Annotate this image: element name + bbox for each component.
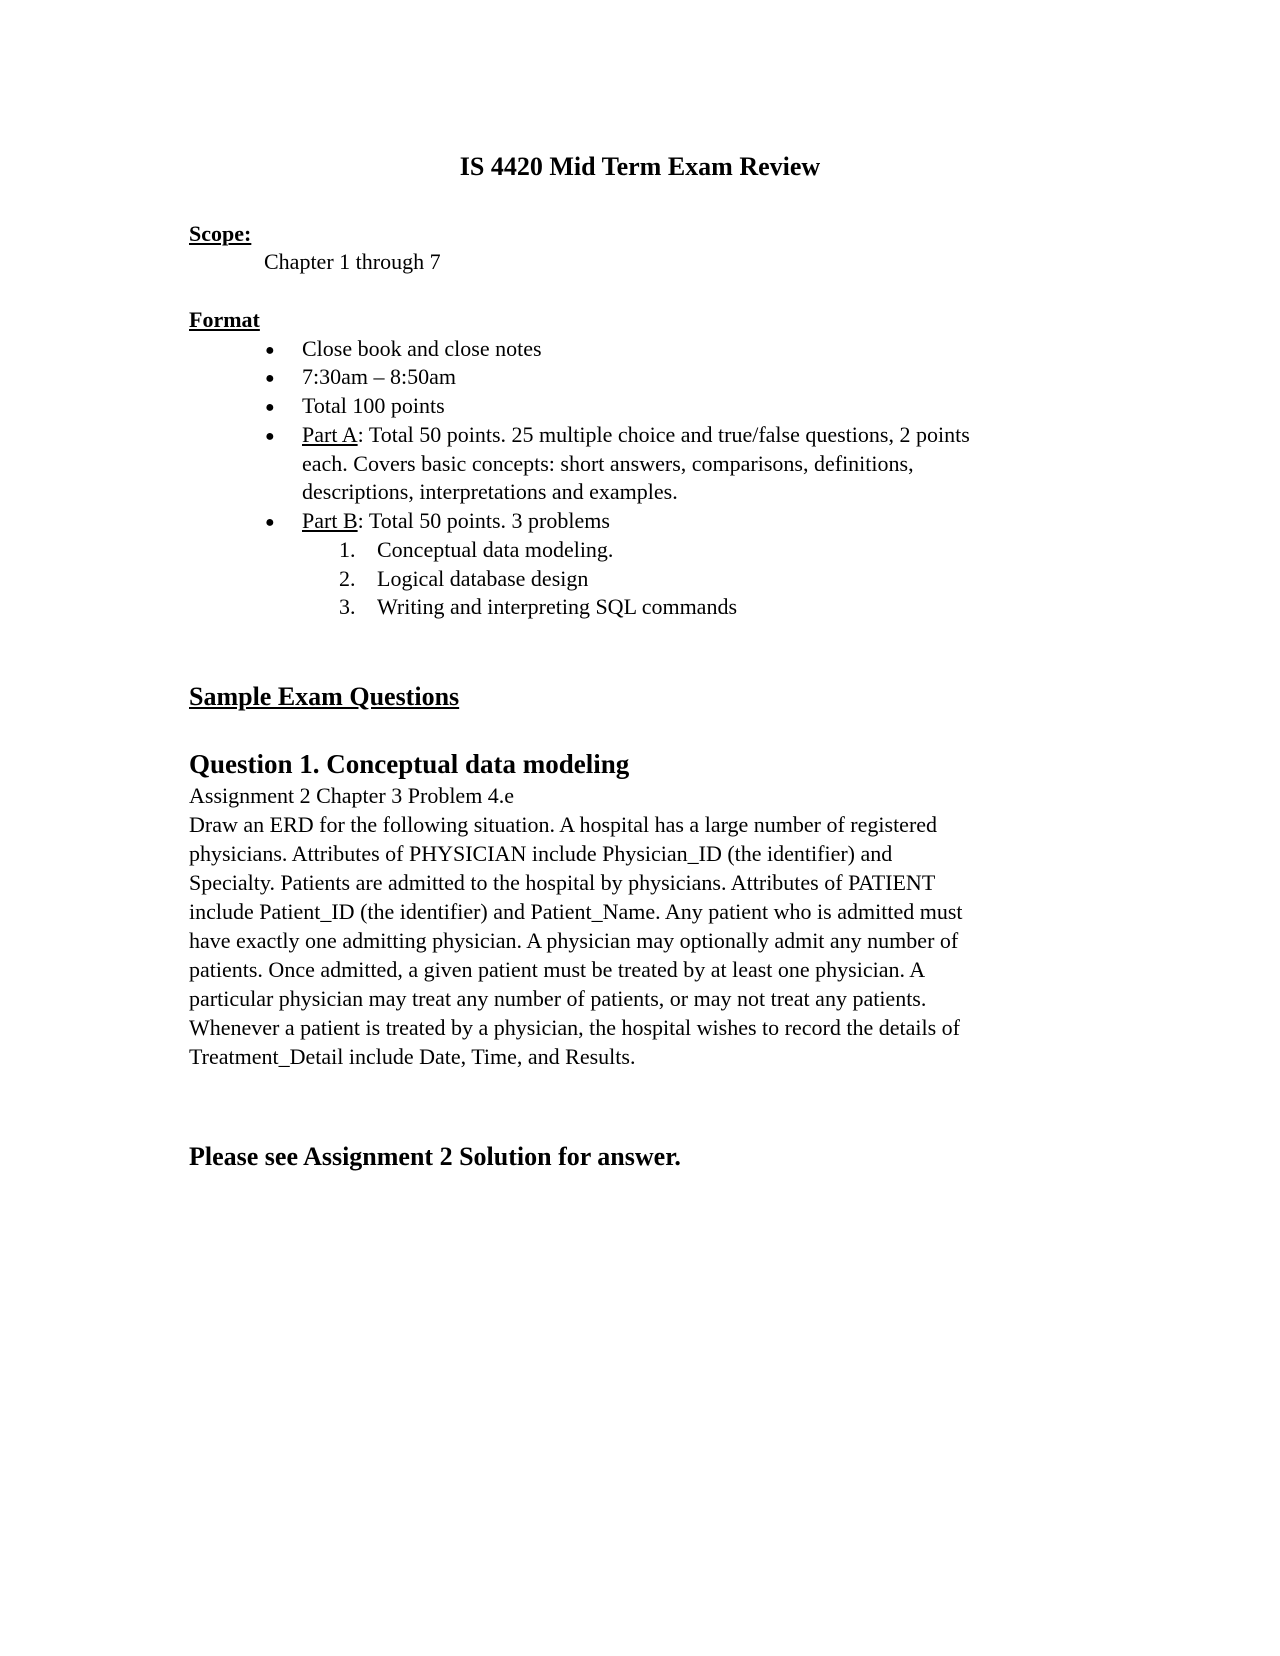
part-b-label: Part B: [302, 508, 358, 533]
answer-note: Please see Assignment 2 Solution for answer.: [189, 1142, 681, 1171]
format-label: Format: [189, 307, 260, 332]
format-item-1: Close book and close notes: [302, 336, 542, 361]
paragraph-line: Whenever a patient is treated by a physician, the hospital wishes to record the details of: [189, 1015, 960, 1040]
paragraph-line: particular physician may treat any number of patients, or may not treat any patients.: [189, 986, 927, 1011]
bullet-icon: ●: [265, 514, 275, 531]
bullet-icon: ●: [265, 342, 275, 359]
paragraph-line: Draw an ERD for the following situation. A hospital has a large number of registered: [189, 812, 938, 837]
scope-label: Scope:: [189, 221, 252, 246]
part-b-item: Writing and interpreting SQL commands: [377, 594, 738, 619]
format-item-2: 7:30am – 8:50am: [302, 364, 456, 389]
part-b-item-number: 1.: [339, 537, 356, 562]
paragraph-line: include Patient_ID (the identifier) and Patient_Name. Any patient who is admitted must: [189, 899, 963, 924]
bullet-icon: ●: [265, 370, 275, 387]
document-title: IS 4420 Mid Term Exam Review: [459, 152, 821, 181]
question-1-paragraph: [189, 810, 1089, 1071]
question-1-heading: Question 1. Conceptual data modeling: [189, 749, 630, 779]
paragraph-line: Treatment_Detail include Date, Time, and Results.: [189, 1044, 636, 1069]
scope-text: Chapter 1 through 7: [264, 249, 441, 274]
paragraph-line: patients. Once admitted, a given patient must be treated by at least one physician. A: [189, 957, 926, 982]
part-b-line: Part B: Total 50 points. 3 problems: [302, 508, 610, 533]
part-a-label: Part A: [302, 422, 358, 447]
bullet-icon: ●: [265, 399, 275, 416]
part-a-line-2: each. Covers basic concepts: short answers, comparisons, definitions,: [302, 451, 914, 476]
part-a-line-1: Part A: Total 50 points. 25 multiple choice and true/false questions, 2 points: [302, 422, 970, 447]
question-1-subheading: Assignment 2 Chapter 3 Problem 4.e: [189, 783, 515, 808]
sample-questions-heading: Sample Exam Questions: [189, 682, 460, 711]
part-b-item: Conceptual data modeling.: [377, 537, 614, 562]
paragraph-line: Specialty. Patients are admitted to the hospital by physicians. Attributes of PATIENT: [189, 870, 936, 895]
part-b-item: Logical database design: [377, 566, 589, 591]
bullet-icon: ●: [265, 428, 275, 445]
paragraph-line: physicians. Attributes of PHYSICIAN include Physician_ID (the identifier) and: [189, 841, 893, 866]
part-a-line-3: descriptions, interpretations and examples.: [302, 479, 678, 504]
part-b-item-number: 2.: [339, 566, 356, 591]
part-b-item-number: 3.: [339, 594, 356, 619]
paragraph-line: have exactly one admitting physician. A physician may optionally admit any number of: [189, 928, 959, 953]
format-item-3: Total 100 points: [302, 393, 445, 418]
